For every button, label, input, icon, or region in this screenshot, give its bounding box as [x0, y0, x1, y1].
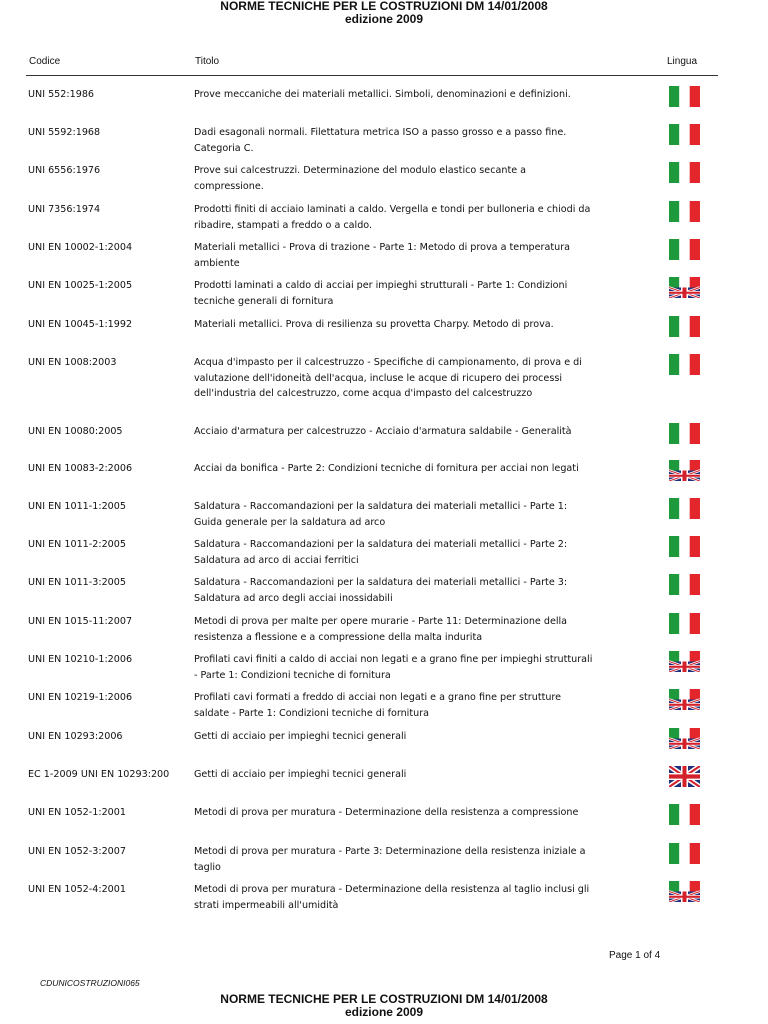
document-edition: edizione 2009: [344, 12, 424, 26]
standard-title: Metodi di prova per malte per opere murarie - Parte 11: Determinazione della resistenza a flessione e a compressione della malta indurita: [194, 616, 568, 643]
italian-flag-icon: [669, 423, 700, 444]
italian-uk-flag-icon: [669, 460, 700, 481]
italian-flag-icon: [669, 201, 700, 222]
standard-code: UNI EN 1008:2003: [28, 357, 117, 368]
standard-code: UNI EN 1011-2:2005: [28, 539, 126, 550]
italian-uk-flag-icon: [669, 881, 700, 902]
standard-code: UNI EN 1052-1:2001: [28, 807, 126, 818]
standard-code: UNI EN 1011-1:2005: [28, 501, 126, 512]
standard-code: UNI 5592:1968: [28, 127, 101, 138]
standard-title: Materiali metallici - Prova di trazione - Parte 1: Metodo di prova a temperatura ambiente: [194, 242, 571, 269]
standard-code: EC 1-2009 UNI EN 10293:200: [28, 769, 170, 780]
standard-title: Metodi di prova per muratura - Determinazione della resistenza al taglio inclusi gli strati impermeabili all'umidità: [194, 884, 590, 911]
standard-title: Prodotti laminati a caldo di acciai per impieghi strutturali - Parte 1: Condizioni tecniche generali di fornitura: [194, 280, 568, 307]
standard-title: Prodotti finiti di acciaio laminati a caldo. Vergella e tondi per bulloneria e chiodi da ribadire, stampati a freddo o a caldo.: [194, 204, 591, 231]
standard-title: Saldatura - Raccomandazioni per la saldatura dei materiali metallici - Parte 3: Saldatura ad arco degli acciai inossidabili: [194, 577, 568, 604]
italian-uk-flag-icon: [669, 651, 700, 672]
standard-title: Metodi di prova per muratura - Parte 3: Determinazione della resistenza iniziale a taglio: [194, 846, 586, 873]
standard-title: Saldatura - Raccomandazioni per la saldatura dei materiali metallici - Parte 2: Saldatura ad arco di acciai ferritici: [194, 539, 568, 566]
standard-code: UNI EN 10210-1:2006: [28, 654, 133, 665]
standard-code: UNI EN 10080:2005: [28, 426, 123, 437]
standard-code: UNI EN 1015-11:2007: [28, 616, 133, 627]
italian-flag-icon: [669, 124, 700, 145]
standard-code: UNI EN 1011-3:2005: [28, 577, 126, 588]
standard-title: Acciaio d'armatura per calcestruzzo - Acciaio d'armatura saldabile - Generalità: [194, 426, 572, 437]
next-page-edition: edizione 2009: [344, 1005, 424, 1019]
italian-uk-flag-icon: [669, 728, 700, 749]
italian-flag-icon: [669, 536, 700, 557]
standard-code: UNI 552:1986: [28, 89, 95, 100]
column-header-title: Titolo: [195, 56, 220, 67]
standard-title: Profilati cavi finiti a caldo di acciai non legati e a grano fine per impieghi strutturali - Parte 1: Condizioni tecniche di fornitura: [194, 654, 593, 681]
standard-code: UNI EN 10293:2006: [28, 731, 123, 742]
next-page-title: NORME TECNICHE PER LE COSTRUZIONI DM 14/01/2008: [220, 992, 548, 1006]
italian-flag-icon: [669, 86, 700, 107]
italian-flag-icon: [669, 574, 700, 595]
document-title: NORME TECNICHE PER LE COSTRUZIONI DM 14/01/2008: [220, 0, 548, 13]
standard-title: Getti di acciaio per impieghi tecnici generali: [194, 731, 407, 742]
italian-flag-icon: [669, 316, 700, 337]
standard-code: UNI EN 10045-1:1992: [28, 319, 133, 330]
column-header-language: Lingua: [667, 56, 698, 67]
standard-title: Acqua d'impasto per il calcestruzzo - Specifiche di campionamento, di prova e di valutazione dell'idoneità dell'acqua, incluse le acque di ricupero dei processi dell'industria del calcestruzzo, come acqua d'impasto del calcestruzzo: [194, 357, 582, 399]
page-number: Page 1 of 4: [609, 950, 661, 961]
italian-flag-icon: [669, 804, 700, 825]
standard-code: UNI EN 1052-4:2001: [28, 884, 126, 895]
column-header-code: Codice: [29, 56, 61, 67]
standard-title: Profilati cavi formati a freddo di acciai non legati e a grano fine per strutture saldate - Parte 1: Condizioni tecniche di fornitura: [194, 692, 562, 719]
standard-title: Prove sui calcestruzzi. Determinazione del modulo elastico secante a compressione.: [194, 165, 527, 192]
standard-title: Metodi di prova per muratura - Determinazione della resistenza a compressione: [194, 807, 579, 818]
next-page-header: [0, 993, 768, 1019]
standard-title: Saldatura - Raccomandazioni per la saldatura dei materiali metallici - Parte 1: Guida generale per la saldatura ad arco: [194, 501, 568, 528]
standard-title: Acciai da bonifica - Parte 2: Condizioni tecniche di fornitura per acciai non legati: [194, 463, 579, 474]
document-header: [0, 0, 768, 26]
standard-code: UNI EN 10219-1:2006: [28, 692, 133, 703]
standard-title: Materiali metallici. Prova di resilienza su provetta Charpy. Metodo di prova.: [194, 319, 554, 330]
italian-flag-icon: [669, 354, 700, 375]
standard-title: Prove meccaniche dei materiali metallici. Simboli, denominazioni e definizioni.: [194, 89, 571, 100]
italian-flag-icon: [669, 843, 700, 864]
italian-flag-icon: [669, 613, 700, 634]
standard-title: Dadi esagonali normali. Filettatura metrica ISO a passo grosso e a passo fine. Categoria C.: [194, 127, 567, 154]
standard-code: UNI 7356:1974: [28, 204, 101, 215]
italian-flag-icon: [669, 498, 700, 519]
document-id: CDUNICOSTRUZIONI065: [40, 978, 140, 988]
standard-code: UNI 6556:1976: [28, 165, 101, 176]
standard-code: UNI EN 10002-1:2004: [28, 242, 133, 253]
italian-flag-icon: [669, 162, 700, 183]
italian-uk-flag-icon: [669, 277, 700, 298]
standard-code: UNI EN 1052-3:2007: [28, 846, 126, 857]
italian-uk-flag-icon: [669, 689, 700, 710]
standard-title: Getti di acciaio per impieghi tecnici generali: [194, 769, 407, 780]
standard-code: UNI EN 10025-1:2005: [28, 280, 133, 291]
standard-code: UNI EN 10083-2:2006: [28, 463, 133, 474]
italian-flag-icon: [669, 239, 700, 260]
uk-flag-icon: [669, 766, 700, 787]
header-divider: [26, 75, 718, 76]
